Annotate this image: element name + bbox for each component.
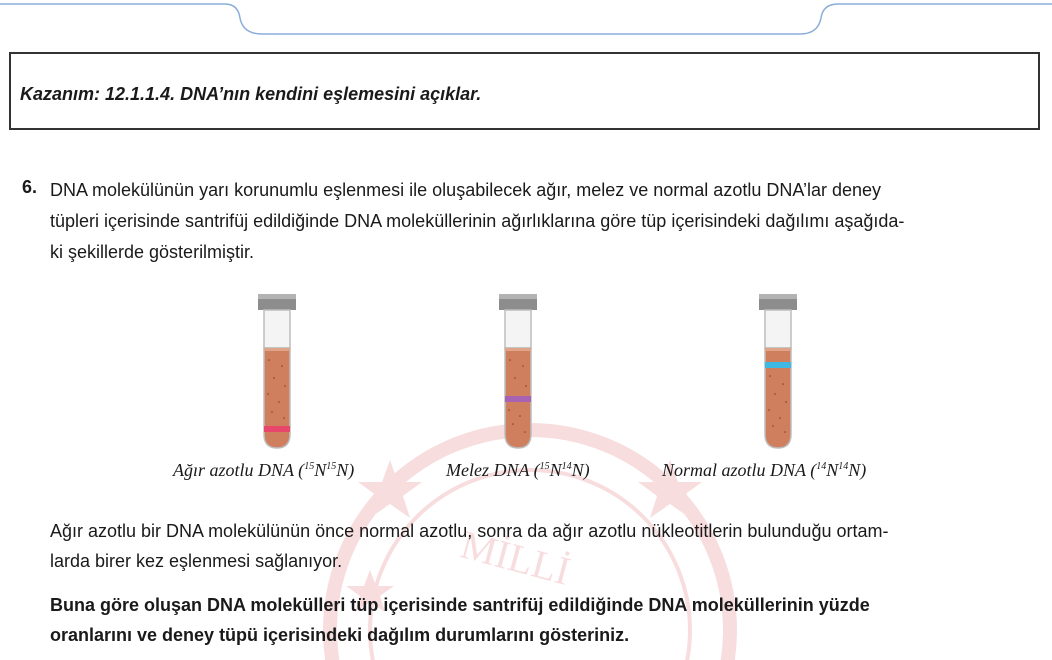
test-tube-normal: [758, 294, 798, 450]
dna-band: [765, 362, 791, 368]
question-line: ki şekillerde gösterilmiştir.: [50, 242, 255, 262]
test-tube-hybrid: [498, 294, 538, 450]
task-line: Buna göre oluşan DNA molekülleri tüp içerisinde santrifüj edildiğinde DNA moleküllerinin yüzde: [50, 595, 870, 615]
question-line: DNA molekülünün yarı korunumlu eşlenmesi ile oluşabilecek ağır, melez ve normal azotlu DNA’lar deney: [50, 180, 882, 200]
question-number: 6.: [22, 177, 38, 197]
objective-text: Kazanım: 12.1.1.4. DNA’nın kendini eşlemesini açıklar.: [20, 84, 482, 104]
objective-box: [9, 52, 1040, 130]
paragraph-line: Ağır azotlu bir DNA molekülünün önce normal azotlu, sonra da ağır azotlu nükleotitlerin bulunduğu ortam-: [50, 521, 889, 541]
paragraph-line: larda birer kez eşlenmesi sağlanıyor.: [50, 551, 343, 571]
tube-label-heavy: Ağır azotlu DNA $(^{15}N^{15}N)$: [173, 460, 355, 480]
tube-label-normal: Normal azotlu DNA $(^{14}N^{14}N)$: [662, 460, 867, 480]
dna-band: [505, 396, 531, 402]
question-text: [50, 175, 1020, 268]
scenario-paragraph: [50, 516, 888, 576]
test-tube-heavy: [257, 294, 297, 450]
dna-band: [264, 426, 290, 432]
svg-text:MİLLİ: MİLLİ: [456, 521, 576, 594]
task-line: oranlarını ve deney tüpü içerisindeki dağılım durumlarını gösteriniz.: [50, 625, 630, 645]
tube-label-hybrid: Melez DNA $(^{15}N^{14}N)$: [446, 460, 590, 480]
header-decoration: [0, 0, 1052, 40]
question-line: tüpleri içerisinde santrifüj edildiğinde DNA moleküllerinin ağırlıklarına göre tüp içerisindeki dağılımı aşağıda-: [50, 211, 905, 231]
task-prompt: [50, 590, 870, 650]
